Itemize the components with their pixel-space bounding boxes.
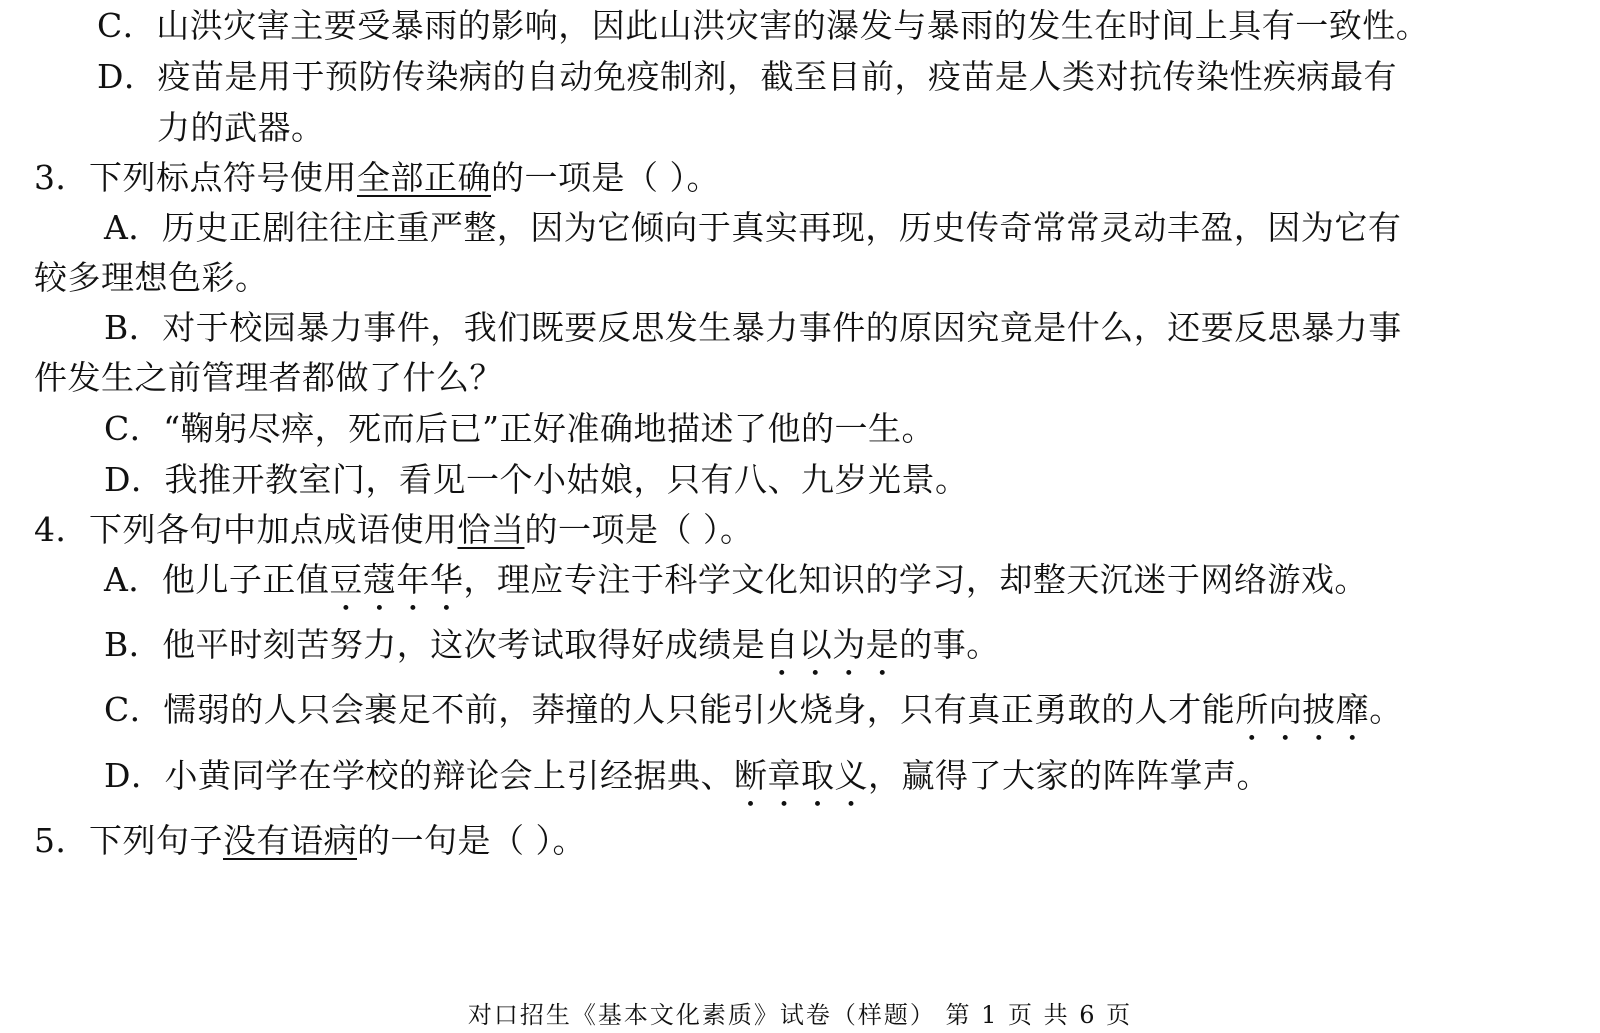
q2-option-c: C．山洪灾害主要受暴雨的影响，因此山洪灾害的瀑发与暴雨的发生在时间上具有一致性。 (97, 6, 1430, 45)
q4-option-a-text: A．他儿子正值 (104, 560, 330, 599)
q3-option-d: D．我推开教室门，看见一个小姑娘，只有八、九岁光景。 (104, 460, 969, 499)
q4-option-d-idiom: 断章取义 (733, 756, 868, 795)
q5-stem-text: 5．下列句子 (34, 821, 223, 860)
q3-option-b-line1: B．对于校园暴力事件，我们既要反思发生暴力事件的原因究竟是什么，还要反思暴力事 (104, 308, 1402, 347)
page-footer: 对口招生《基本文化素质》试卷（样题） 第 1 页 共 6 页 (467, 1001, 1133, 1029)
q4-option-a (104, 560, 1368, 619)
q3-stem (34, 158, 720, 198)
q2-option-d-line1: D．疫苗是用于预防传染病的自动免疫制剂，截至目前，疫苗是人类对抗传染性疾病最有 (97, 57, 1397, 96)
q3-option-c: C．“鞠躬尽瘁，死而后已”正好准确地描述了他的一生。 (104, 409, 935, 448)
q3-option-b-line2: 件发生之前管理者都做了什么？ (34, 358, 503, 397)
q4-stem-tail: 的一项是（ ）。 (524, 510, 754, 549)
q4-option-d (104, 756, 1270, 815)
q4-option-d-tail: ，赢得了大家的阵阵掌声。 (867, 756, 1270, 795)
q4-option-c-tail: 。 (1369, 690, 1403, 729)
q4-option-b (104, 625, 1000, 684)
q4-option-b-idiom: 自以为是 (765, 625, 900, 664)
q4-option-a-idiom: 豆蔻年华 (329, 560, 464, 599)
q4-option-c-idiom: 所向披靡 (1235, 690, 1370, 729)
q4-stem-underlined: 恰当 (457, 510, 525, 549)
q5-stem-underlined: 没有语病 (223, 821, 357, 860)
q4-stem-text: 4．下列各句中加点成语使用 (34, 510, 458, 549)
q5-stem (34, 821, 586, 861)
q3-option-a-line1: A．历史正剧往往庄重严整，因为它倾向于真实再现，历史传奇常常灵动丰盈，因为它有 (104, 208, 1402, 247)
q5-stem-tail: 的一句是（ ）。 (357, 821, 586, 860)
q4-option-d-text: D．小黄同学在学校的辩论会上引经据典、 (104, 756, 734, 795)
q4-stem (34, 510, 754, 550)
q3-option-a-line2: 较多理想色彩。 (34, 258, 269, 297)
q3-stem-text: 3．下列标点符号使用 (34, 158, 357, 197)
q4-option-b-text: B．他平时刻苦努力，这次考试取得好成绩是 (104, 625, 766, 664)
q2-option-d-line2: 力的武器。 (157, 108, 325, 147)
q3-stem-tail: 的一项是（ ）。 (491, 158, 720, 197)
q3-stem-underlined: 全部正确 (357, 158, 491, 197)
q4-option-b-tail: 的事。 (899, 625, 1000, 664)
q4-option-c (104, 690, 1403, 749)
q4-option-c-text: C．懦弱的人只会裹足不前，莽撞的人只能引火烧身，只有真正勇敢的人才能 (104, 690, 1236, 729)
q4-option-a-tail: ，理应专注于科学文化知识的学习，却整天沉迷于网络游戏。 (463, 560, 1368, 599)
